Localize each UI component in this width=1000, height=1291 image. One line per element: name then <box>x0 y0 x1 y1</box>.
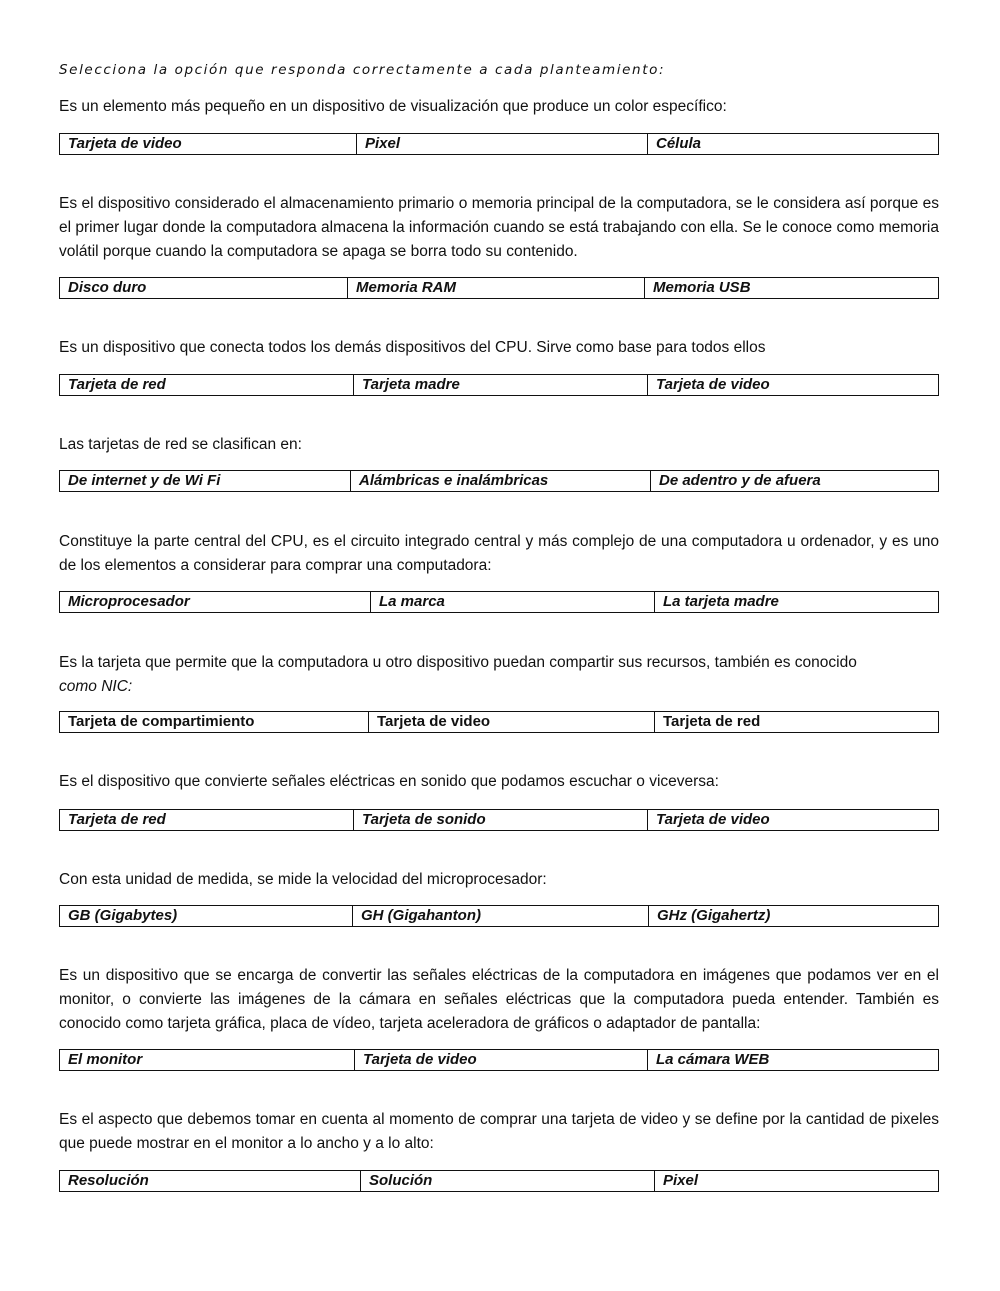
question-7-option-3[interactable]: Tarjeta de video <box>647 810 938 830</box>
question-8-option-1[interactable]: GB (Gigabytes) <box>68 907 178 924</box>
question-3-text: Es un dispositivo que conecta todos los demás dispositivos del CPU. Sirve como base para todos ellos <box>59 339 766 356</box>
instructions-title: Selecciona la opción que responda correctamente a cada planteamiento: <box>59 62 666 78</box>
question-6-text-main: Es la tarjeta que permite que la computadora u otro dispositivo puedan compartir sus recursos, también es conocido <box>59 654 857 671</box>
question-3-options <box>59 374 939 396</box>
question-6-text <box>59 651 939 699</box>
question-6-text-extra: como NIC: <box>59 678 133 695</box>
question-6-option-2[interactable]: Tarjeta de video <box>368 712 654 732</box>
question-10-options <box>59 1170 939 1192</box>
question-9-option-1[interactable]: El monitor <box>68 1051 143 1068</box>
question-5-options <box>59 591 939 613</box>
question-5-text: Constituye la parte central del CPU, es el circuito integrado central y más complejo de una computadora u ordenador, y es uno de los elementos a considerar para comprar una computadora: <box>59 533 939 574</box>
question-8-options <box>59 905 939 927</box>
question-7-option-1[interactable]: Tarjeta de red <box>68 811 166 828</box>
question-1-option-1[interactable]: Tarjeta de video <box>68 135 182 152</box>
question-7-option-2[interactable]: Tarjeta de sonido <box>353 810 647 830</box>
question-1-options <box>59 133 939 155</box>
question-4-options <box>59 470 939 492</box>
question-6-option-1[interactable]: Tarjeta de compartimiento <box>68 713 255 730</box>
question-5-option-3[interactable]: La tarjeta madre <box>654 592 938 612</box>
question-10-option-1[interactable]: Resolución <box>68 1172 149 1189</box>
question-3-option-2[interactable]: Tarjeta madre <box>353 375 647 395</box>
question-4-option-3[interactable]: De adentro y de afuera <box>650 471 938 491</box>
question-8-text: Con esta unidad de medida, se mide la velocidad del microprocesador: <box>59 871 547 888</box>
question-9-text: Es un dispositivo que se encarga de convertir las señales eléctricas de la computadora en imágenes que podamos ver en el monitor, o convierte las imágenes de la cámara en señales eléctricas que la computadora pueda entender. También es conocido como tarjeta gráfica, placa de vídeo, tarjeta aceleradora de gráficos o adaptador de pantalla: <box>59 967 939 1032</box>
question-9-option-3[interactable]: La cámara WEB <box>647 1050 938 1070</box>
question-2-option-3[interactable]: Memoria USB <box>644 278 938 298</box>
question-1-option-3[interactable]: Célula <box>647 134 938 154</box>
question-10-text: Es el aspecto que debemos tomar en cuenta al momento de comprar una tarjeta de video y se define por la cantidad de pixeles que puede mostrar en el monitor a lo ancho y a lo alto: <box>59 1111 939 1152</box>
question-8-option-2[interactable]: GH (Gigahanton) <box>352 906 648 926</box>
question-3-option-1[interactable]: Tarjeta de red <box>68 376 166 393</box>
question-5-option-1[interactable]: Microprocesador <box>68 593 190 610</box>
question-4-option-2[interactable]: Alámbricas e inalámbricas <box>350 471 650 491</box>
question-5-option-2[interactable]: La marca <box>370 592 654 612</box>
question-9-option-2[interactable]: Tarjeta de video <box>354 1050 647 1070</box>
question-3-option-3[interactable]: Tarjeta de video <box>647 375 938 395</box>
question-4-text: Las tarjetas de red se clasifican en: <box>59 436 302 453</box>
question-10-option-3[interactable]: Pixel <box>654 1171 938 1191</box>
question-7-text: Es el dispositivo que convierte señales eléctricas en sonido que podamos escuchar o viceversa: <box>59 773 719 790</box>
question-1-text: Es un elemento más pequeño en un dispositivo de visualización que produce un color específico: <box>59 98 727 115</box>
question-2-options <box>59 277 939 299</box>
question-7-options <box>59 809 939 831</box>
question-2-option-2[interactable]: Memoria RAM <box>347 278 644 298</box>
question-8-option-3[interactable]: GHz (Gigahertz) <box>648 906 938 926</box>
question-6-option-3[interactable]: Tarjeta de red <box>654 712 938 732</box>
question-9-options <box>59 1049 939 1071</box>
question-6-options <box>59 711 939 733</box>
question-2-option-1[interactable]: Disco duro <box>68 279 147 296</box>
question-1-option-2[interactable]: Pixel <box>356 134 647 154</box>
question-10-option-2[interactable]: Solución <box>360 1171 654 1191</box>
question-2-text: Es el dispositivo considerado el almacenamiento primario o memoria principal de la computadora, se le considera así porque es el primer lugar donde la computadora almacena la información cuando se está trabajando con ella. Se le conoce como memoria volátil porque cuando la computadora se apaga se borra todo su contenido. <box>59 195 939 260</box>
question-4-option-1[interactable]: De internet y de Wi Fi <box>68 472 221 489</box>
